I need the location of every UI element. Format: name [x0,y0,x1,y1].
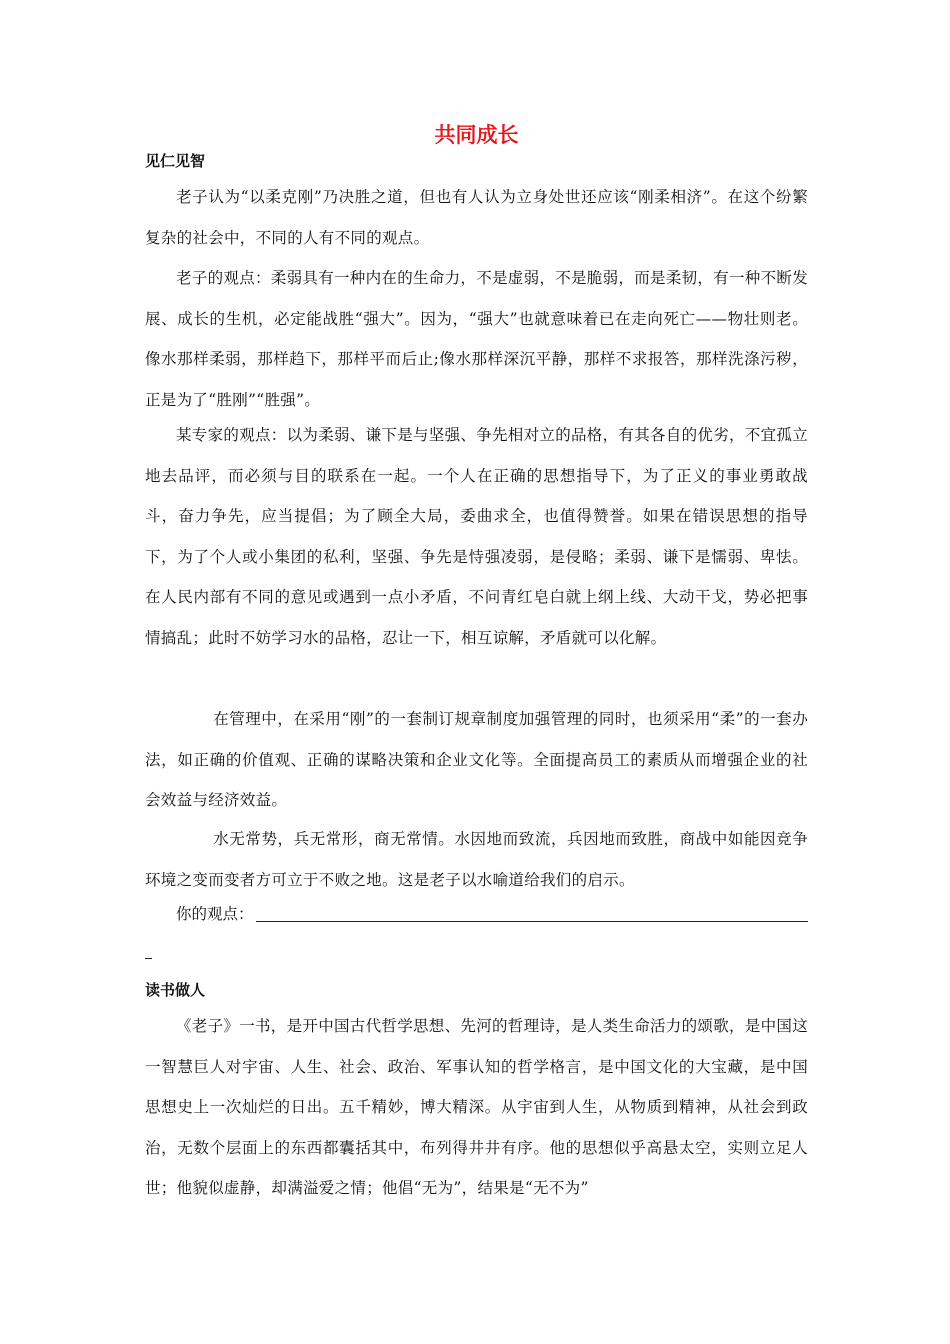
paragraph-laozi-book: 《老子》一书，是开中国古代哲学思想、先河的哲理诗，是人类生命活力的颂歌，是中国这一智慧巨人对宇宙、人生、社会、政治、军事认知的哲学格言，是中国文化的大宝藏，是中国思想史上一次灿烂的日出。五千精妙，博大精深。从宇宙到人生，从物质到精神，从社会到政治，无数个层面上的东西都囊括其中，布列得井井有序。他的思想似乎高悬太空，实则立足人世；他貌似虚静，却满溢爱之情；他倡“无为”，结果是“无不为” [145,1017,809,1197]
your-view-answer-line[interactable] [256,901,808,922]
paragraph-water-lesson: 水无常势，兵无常形，商无常情。水因地而致流，兵因地而致胜，商战中如能因竞争环境之变而变者方可立于不败之地。这是老子以水喻道给我们的启示。 [145,830,808,889]
paragraph-intro: 老子认为“以柔克刚”乃决胜之道，但也有人认为立身处世还应该“刚柔相济”。在这个纷繁复杂的社会中，不同的人有不同的观点。 [145,188,808,247]
your-view-row [145,899,808,929]
paragraph-management: 在管理中，在采用“刚”的一套制订规章制度加强管理的同时，也须采用“柔”的一套办法，如正确的价值观、正确的谋略决策和企业文化等。全面提高员工的素质从而增强企业的社会效益与经济效益。 [145,710,808,809]
answer-line-continuation [145,958,152,959]
paragraph-laozi-view: 老子的观点：柔弱具有一种内在的生命力，不是虚弱，不是脆弱，而是柔韧，有一种不断发展、成长的生机，必定能战胜“强大”。因为，“强大”也就意味着已在走向死亡——物壮则老。像水那样柔弱，那样趋下，那样平而后止;像水那样深沉平静，那样不求报答，那样洗涤污秽，正是为了“胜刚”“胜强”。 [145,269,809,409]
section-heading-jianren: 见仁见智 [145,152,206,170]
your-view-label: 你的观点： [176,905,254,923]
section-heading-dushu: 读书做人 [145,981,206,999]
paragraph-expert-view: 某专家的观点：以为柔弱、谦下是与坚强、争先相对立的品格，有其各自的优劣，不宜孤立地去品评，而必须与目的联系在一起。一个人在正确的思想指导下，为了正义的事业勇敢战斗，奋力争先，应当提倡；为了顾全大局，委曲求全，也值得赞誉。如果在错误思想的指导下，为了个人或小集团的私利，坚强、争先是恃强凌弱，是侵略；柔弱、谦下是懦弱、卑怯。在人民内部有不同的意见或遇到一点小矛盾，不问青红皂白就上纲上线、大动干戈，势必把事情搞乱；此时不妨学习水的品格，忍让一下，相互谅解，矛盾就可以化解。 [145,426,809,647]
document-title: 共同成长 [434,123,519,147]
